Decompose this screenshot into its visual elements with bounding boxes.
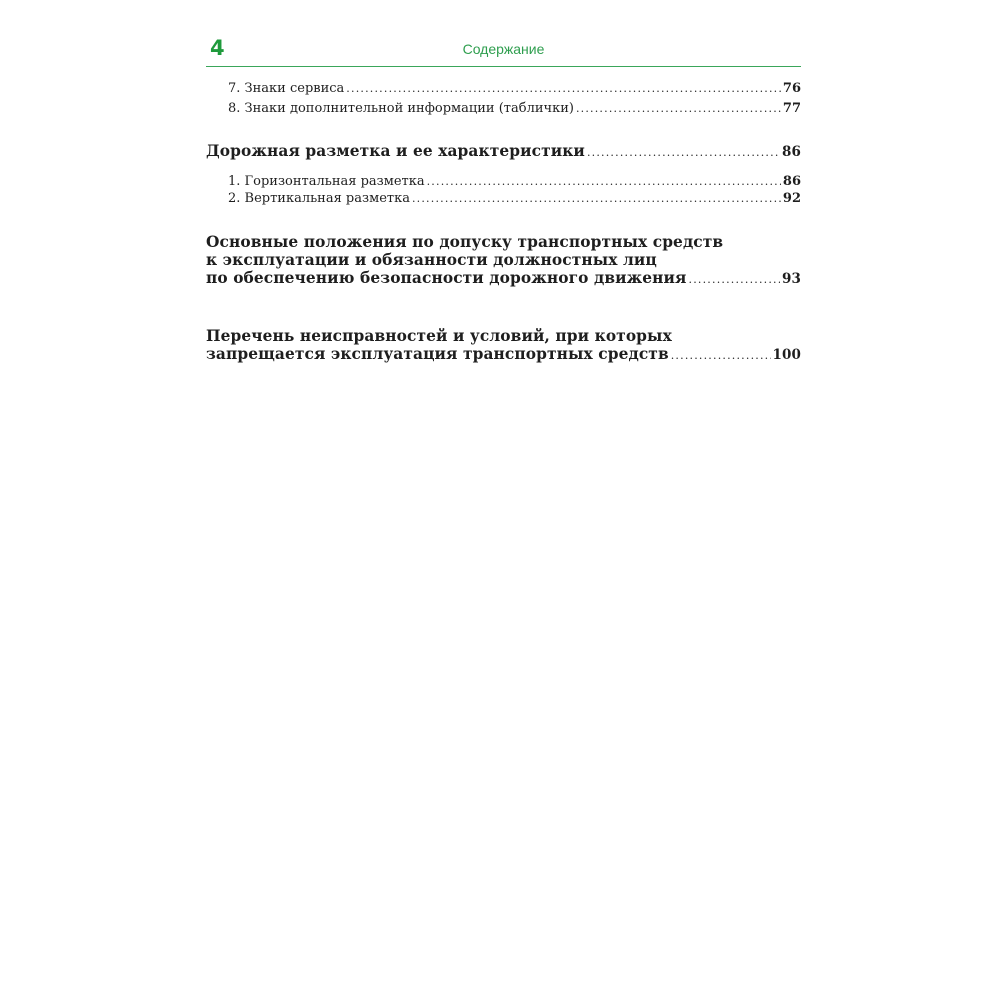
dot-leader: [587, 143, 780, 162]
toc-section-label: Дорожная разметка и ее характеристики: [206, 142, 585, 160]
toc-entry-vertical-markings: [228, 190, 801, 208]
toc-section-label: запрещается эксплуатация транспортных средств: [206, 345, 669, 363]
toc-entry-label: 2. Вертикальная разметка: [228, 191, 410, 206]
toc-entry-page: 86: [782, 174, 801, 189]
toc-entry-label: 7. Знаки сервиса: [228, 81, 345, 96]
toc-section-malfunctions: [206, 345, 801, 365]
toc-section-page: 100: [772, 347, 801, 363]
toc-entry-label: 8. Знаки дополнительной информации (таблички): [228, 101, 574, 116]
toc-section-page: 86: [782, 144, 801, 160]
toc-entry-horizontal-markings: [228, 173, 801, 191]
toc-entry-additional-info-signs: [228, 100, 801, 118]
dot-leader: [671, 346, 771, 365]
toc-entry-service-signs: [228, 80, 801, 98]
page-number: 4: [210, 36, 225, 60]
toc-section-page: 93: [782, 271, 801, 287]
dot-leader: [427, 173, 781, 191]
toc-section-road-markings: [206, 142, 801, 162]
dot-leader: [346, 80, 781, 98]
toc-section-admission: [206, 269, 801, 289]
toc-section-malfunctions-line: Перечень неисправностей и условий, при которых: [206, 327, 672, 345]
toc-section-admission-line: Основные положения по допуску транспортных средств: [206, 233, 724, 251]
section-title: Содержание: [462, 41, 545, 57]
toc-entry-label: 1. Горизонтальная разметка: [228, 174, 425, 189]
toc-entry-page: 92: [782, 191, 801, 206]
toc-page: [206, 36, 801, 363]
dot-leader: [689, 270, 780, 289]
toc-section-label: по обеспечению безопасности дорожного движения: [206, 269, 687, 287]
toc-entry-page: 76: [782, 81, 801, 96]
toc-entry-page: 77: [782, 101, 801, 116]
dot-leader: [412, 190, 781, 208]
toc-section-admission-line: к эксплуатации и обязанности должностных лиц: [206, 251, 657, 269]
running-head: [206, 36, 801, 67]
dot-leader: [576, 100, 781, 118]
